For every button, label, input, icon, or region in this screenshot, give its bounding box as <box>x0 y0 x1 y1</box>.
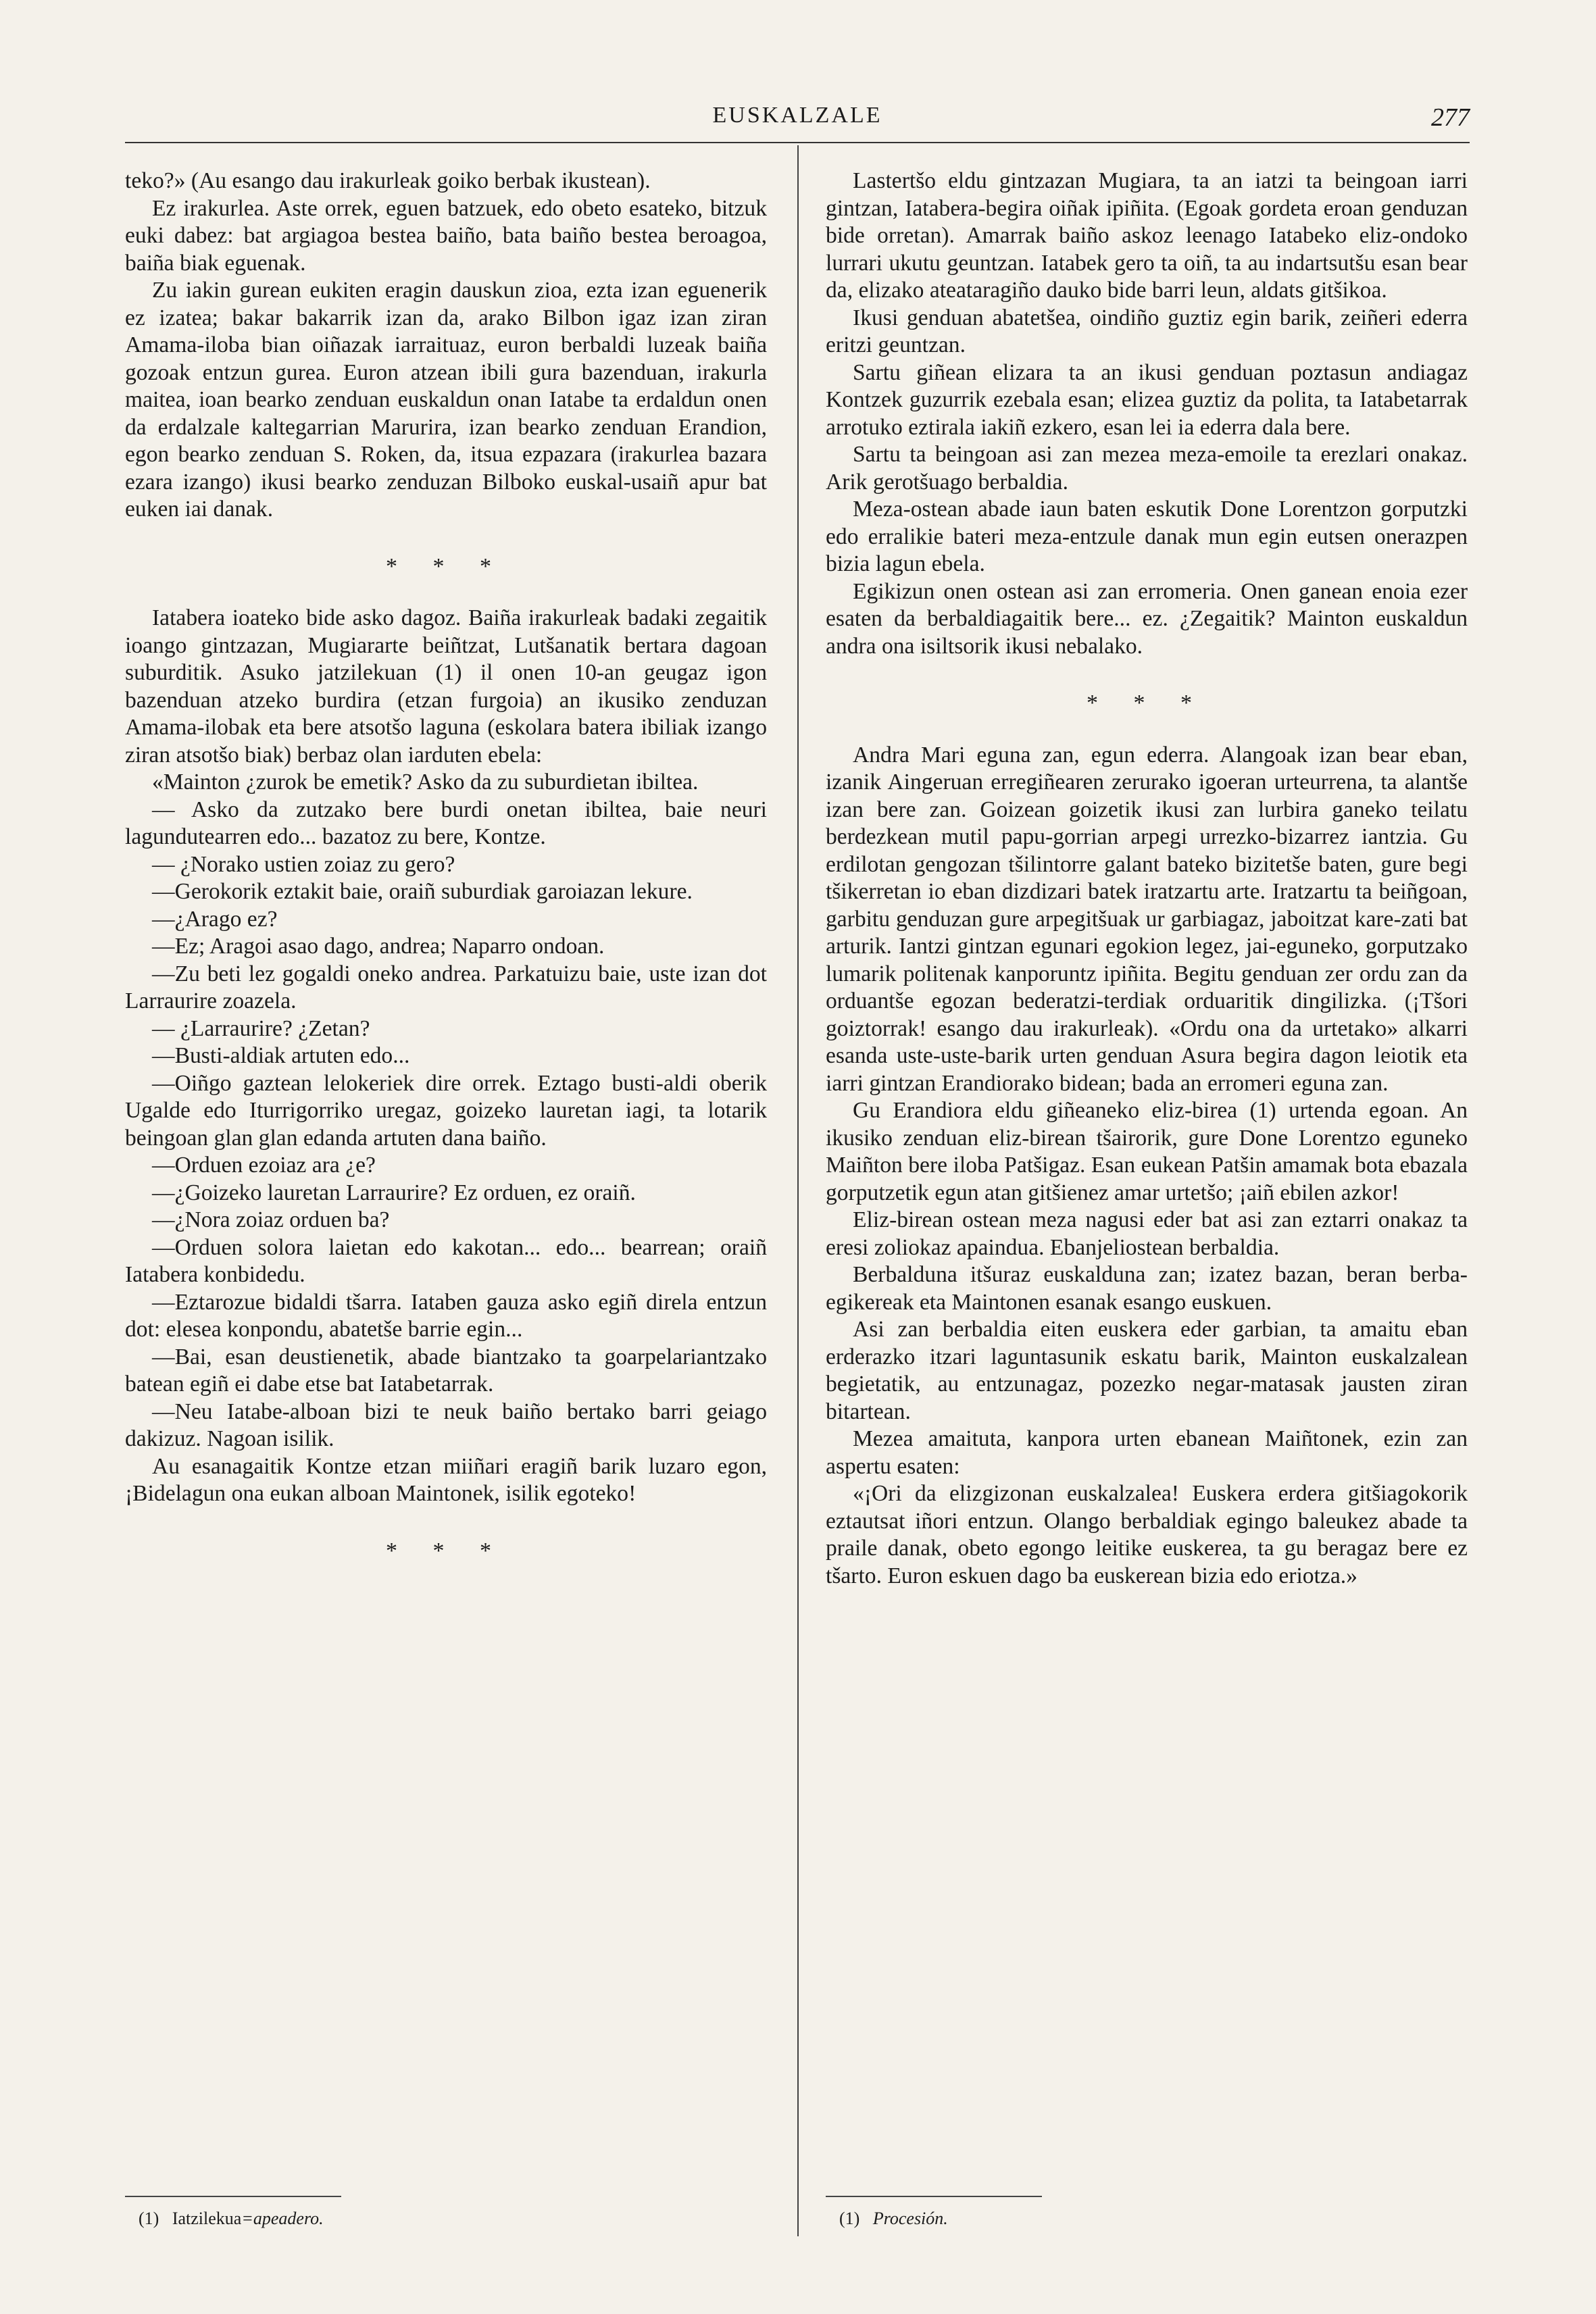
paragraph: Iatabera ioateko bide asko dagoz. Baiña irakurleak badaki zegaitik ioango gintzazan, Mugiararte beiñtzat, Lutšanatik bertara dagoan suburditik. Asuko jatzilekuan (1) il onen 10-an geugaz igon bazenduan atzeko burdira (etzan furgoia) an ikusiko zenduzan Amama-ilobak eta bere atsotšo laguna (eskolara batera ibiliak izango ziran atsotšo biak) berbaz olan iarduten ebela: <box>125 605 767 768</box>
paragraph: Lastertšo eldu gintzazan Mugiara, ta an iatzi ta beingoan iarri gintzan, Iatabera-begira oiñak ipiñita. (Egoak gordeta eroan genduzan bide orretan). Amarrak baiño askoz leenago Iatabeko eliz-ondoko lurrari ukutu geuntzan. Iatabek gero ta oiñ, ta au indartsutšu esan bear da, elizako ateataragiño dauko bide barri leun, aldats gitšikoa. <box>826 168 1468 303</box>
left-column <box>125 168 767 1589</box>
dialog-line: —Orduen solora laietan edo kakotan... edo... bearrean; oraiñ Iatabera konbidedu. <box>125 1234 767 1287</box>
paragraph: Egikizun onen ostean asi zan erromeria. Onen ganean enoia ezer esaten da berbaldiagaitik bere... ez. ¿Zegaitik? Mainton euskaldun andra ona isiltsorik ikusi nebalako. <box>826 578 1468 659</box>
dialog-line: —Eztarozue bidaldi tšarra. Iataben gauza asko egiñ direla entzun dot: elesea konpondu, abatetše barrie egin... <box>125 1289 767 1342</box>
right-column <box>826 168 1468 1590</box>
dialog-line: — ¿Norako ustien zoiaz zu gero? <box>152 851 455 877</box>
dialog-line: — Asko da zutzako bere burdi onetan ibiltea, baie neuri lagundutearren edo... bazatoz zu bere, Kontze. <box>125 797 767 849</box>
dialog-line: —Busti-aldiak artuten edo... <box>152 1043 410 1068</box>
dialog-line: —Bai, esan deustienetik, abade biantzako ta goarpelariantzako batean egiñ ei dabe etse bat Iatabetarrak. <box>125 1344 767 1397</box>
paragraph: Berbalduna itšuraz euskalduna zan; izatez bazan, beran berba-egikereak eta Maintonen esanak esango euskuen. <box>826 1262 1468 1315</box>
dialog-line: —Gerokorik eztakit baie, oraiñ suburdiak garoiazan lekure. <box>152 879 693 904</box>
page-number: 277 <box>1431 103 1470 132</box>
paragraph: Au esanagaitik Kontze etzan miiñari eragiñ barik luzaro egon, ¡Bidelagun ona eukan alboan Maintonek, isilik egoteko! <box>125 1453 767 1506</box>
dialog-line: —Zu beti lez gogaldi oneko andrea. Parkatuizu baie, uste izan dot Larraurire zoazela. <box>125 961 767 1013</box>
footnote-right <box>839 2208 948 2230</box>
asterism: * * * <box>1087 690 1207 715</box>
paragraph: «¡Ori da elizgizonan euskalzalea! Euskera erdera gitšiagokorik eztautsat iñori entzun. Olango berbaldiak egingo baleukez abade ta praile danak, obeto egongo leitike euskerea, ta gu beragaz bere ez tšarto. Euron eskuen dago ba euskerean bizia edo eriotza.» <box>826 1481 1468 1588</box>
paragraph: Meza-ostean abade iaun baten eskutik Done Lorentzon gorputzki edo erralikie bateri meza-entzule danak mun egin eutsen onerazpen bizia lagun ebela. <box>826 497 1468 576</box>
paragraph: Zu iakin gurean eukiten eragin dauskun zioa, ezta izan eguenerik ez izatea; bakar bakarrik izan da, arako Bilbon igaz izan ziran Amama-iloba bian oiñazak iarraituaz, euron berbaldi luzeak baiña gozoak entzun gurea. Euron atzean ibili gura bazenduan, irakurla maitea, ioan bearko zenduan euskaldun onan Iatabe ta erdaldun onen da erdalzale kaltegarrian Marurira, izan bearko zenduan Erandion, egon bearko zenduan S. Roken, da, itsua ezpazara (irakurlea bazara ezara izango) ikusi bearko zenduzan Bilboko euskal-usaiñ apur bat euken iai danak. <box>125 278 767 522</box>
footnote-rule <box>826 2196 1042 2197</box>
footnote-rule <box>125 2196 341 2197</box>
dialog-line: —¿Arago ez? <box>152 906 278 932</box>
dialog-line: —Oiñgo gaztean lelokeriek dire orrek. Eztago busti-aldi oberik Ugalde edo Iturrigorriko uregaz, goizeko lauretan iagi, ta lotarik beingoan glan glan edanda artuten dana baiño. <box>125 1070 767 1151</box>
running-head <box>125 101 1470 143</box>
dialog-line: —¿Nora zoiaz orduen ba? <box>152 1207 390 1232</box>
paragraph: Sartu giñean elizara ta an ikusi genduan poztasun andiagaz Kontzek guzurrik ezebala esan; elizea guztiz da polita, ta Iatabetarrak arrotuko eztirala iakiñ ezkero, esan lei ia ederra dala bere. <box>826 359 1468 440</box>
paragraph: Gu Erandiora eldu giñeaneko eliz-birea (1) urtenda egoan. An ikusiko zenduan eliz-birean tšairorik, gure Done Lorentzo eguneko Maiñton bere iloba Patšigaz. Esan eukean Patšin amamak bota ebazala gorputzetik egun atan gitšienez amar urtetšo; ¡aiñ ebilen azkor! <box>826 1098 1468 1205</box>
paragraph: Ez irakurlea. Aste orrek, eguen batzuek, edo obeto esateko, bitzuk euki dabez: bat argiagoa bestea baiño, bata baiño bestea beroagoa, baiña biak eguenak. <box>125 195 767 276</box>
paragraph: Eliz-birean ostean meza nagusi eder bat asi zan eztarri onakaz ta eresi zoliokaz apaindua. Ebanjeliostean berbaldia. <box>826 1207 1468 1260</box>
column-divider <box>797 145 799 2236</box>
footnote-gloss: Procesión. <box>872 2209 948 2228</box>
footnote-marker: (1) <box>839 2209 860 2228</box>
paragraph: Mezea amaituta, kanpora urten ebanean Maiñtonek, ezin zan aspertu esaten: <box>826 1426 1468 1479</box>
dialog-line: —Ez; Aragoi asao dago, andrea; Naparro ondoan. <box>152 934 605 959</box>
dialog-line: —¿Goizeko lauretan Larraurire? Ez orduen, ez oraiñ. <box>152 1180 636 1205</box>
dialog-line: —Neu Iatabe-alboan bizi te neuk baiño bertako barri geiago dakizuz. Nagoan isilik. <box>125 1399 767 1451</box>
paragraph: Andra Mari eguna zan, egun ederra. Alangoak izan bear eban, izanik Aingeruan erregiñearen zerurako igoeran urteurrena, ta alantše izan bere zan. Goizean goizetik ikusi zan lurbira ganeko teilatu berdezkean mutil papu-gorrian arpegi urrezko-bizarrez iantzia. Gu erdilotan gengozan tšilintorre galant bateko bizitetše baten, gure begi tšikerretan io eban dizdizari batek iratzartu arte. Iratzartu ta beiñgoan, garbitu genduzan gure arpegitšuak ur garbiagaz, jaboitzat kare-zati bat arturik. Iantzi gintzan egunari egokion legez, jai-eguneko, gorputzako lumarik politenak kanporuntz ipiñita. Begitu genduan zer ordu zan da orduantše egozan bederatzi-terdiak orduaritik dingilizka. (¡Tšori goiztorrak! esango dau irakurleak). «Ordu ona da urtetako» alkarri esanda uste-uste-barik urten genduan Asura begira dagon leiotik eta iarri gintzan Erandiorako bidean; bada an erromeri eguna zan. <box>826 742 1468 1096</box>
footnote-marker: (1) <box>139 2209 159 2228</box>
paragraph: teko?» (Au esango dau irakurleak goiko berbak ikustean). <box>125 168 651 193</box>
footnote-gloss: =apeadero. <box>241 2209 324 2228</box>
footnote-term: Iatzilekua <box>172 2209 242 2228</box>
footnote-left <box>139 2208 324 2230</box>
asterism: * * * <box>386 1538 506 1563</box>
dialog-line: «Mainton ¿zurok be emetik? Asko da zu suburdietan ibiltea. <box>152 770 699 795</box>
paragraph: Sartu ta beingoan asi zan mezea meza-emoile ta erezlari onakaz. Arik gerotšuago berbaldia. <box>826 442 1468 495</box>
running-title: EUSKALZALE <box>712 103 882 128</box>
paragraph: Ikusi genduan abatetšea, oindiño guztiz egin barik, zeiñeri ederra eritzi geuntzan. <box>826 305 1468 357</box>
dialog-line: —Orduen ezoiaz ara ¿e? <box>152 1153 376 1178</box>
paragraph: Asi zan berbaldia eiten euskera eder garbian, ta amaitu eban erderazko itzari laguntasunik eskatu barik, Mainton euskalzalean begietatik, au entzunagaz, pozezko negar-matasak jausten ziran bitartean. <box>826 1317 1468 1424</box>
dialog-line: — ¿Larraurire? ¿Zetan? <box>152 1015 370 1041</box>
asterism: * * * <box>386 553 506 579</box>
